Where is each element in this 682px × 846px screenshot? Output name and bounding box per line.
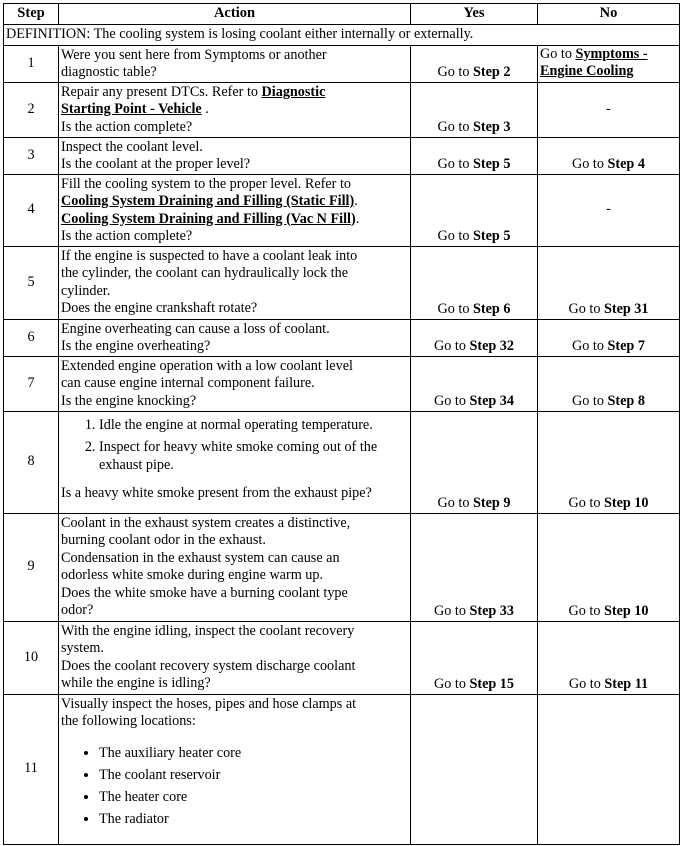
action-line: odor? bbox=[61, 602, 94, 618]
yes-cell bbox=[411, 694, 538, 844]
step-link[interactable]: Step 15 bbox=[469, 676, 514, 692]
yes-cell bbox=[411, 411, 538, 513]
action-line: Extended engine operation with a low coolant level bbox=[61, 357, 353, 374]
header-row bbox=[4, 4, 680, 25]
step-number: 2 bbox=[4, 82, 59, 137]
action-cell bbox=[59, 694, 411, 844]
action-line: Does the engine crankshaft rotate? bbox=[61, 300, 258, 316]
step-number: 4 bbox=[4, 174, 59, 246]
no-cell bbox=[538, 45, 680, 82]
no-cell bbox=[538, 82, 680, 137]
no-cell bbox=[538, 137, 680, 174]
step-link[interactable]: Step 3 bbox=[473, 119, 511, 135]
step-number: 8 bbox=[4, 411, 59, 513]
no-cell bbox=[538, 513, 680, 621]
table-row bbox=[4, 246, 680, 319]
action-cell bbox=[59, 137, 411, 174]
go-to-text: Go to bbox=[568, 495, 601, 511]
action-question: Is the action complete? bbox=[61, 118, 193, 135]
step-link[interactable]: Step 11 bbox=[604, 676, 649, 692]
action-line: Inspect the coolant level. bbox=[61, 138, 203, 155]
yes-cell bbox=[411, 513, 538, 621]
action-line: the following locations: bbox=[61, 713, 196, 729]
step-link[interactable]: Step 10 bbox=[603, 603, 649, 619]
go-to-text: Go to bbox=[540, 45, 572, 62]
action-line: Does the coolant recovery system discharge coolant bbox=[61, 657, 356, 674]
no-cell bbox=[538, 621, 680, 694]
step-link[interactable]: Step 33 bbox=[469, 603, 514, 619]
list-item: 2. Inspect for heavy white smoke coming out of the exhaust pipe. bbox=[99, 438, 408, 474]
starting-point-link[interactable]: Starting Point - Vehicle bbox=[61, 101, 202, 117]
go-to-text: Go to bbox=[568, 301, 601, 317]
table-row bbox=[4, 694, 680, 844]
table-row bbox=[4, 174, 680, 246]
step-number: 11 bbox=[4, 694, 59, 844]
table-row bbox=[4, 356, 680, 411]
step-link[interactable]: Step 5 bbox=[473, 156, 511, 172]
list-item: 1. Idle the engine at normal operating temperature. bbox=[99, 416, 408, 434]
list-item: • The radiator bbox=[99, 811, 408, 829]
vac-n-fill-link[interactable]: Cooling System Draining and Filling (Vac N Fill) bbox=[61, 210, 356, 227]
static-fill-link[interactable]: Cooling System Draining and Filling (Static Fill) bbox=[61, 193, 355, 209]
symptoms-link[interactable]: Symptoms - bbox=[575, 45, 648, 62]
table-row bbox=[4, 513, 680, 621]
header-action: Action bbox=[59, 4, 411, 25]
action-line: while the engine is idling? bbox=[61, 675, 211, 691]
action-line: diagnostic table? bbox=[61, 64, 157, 80]
go-to-text: Go to bbox=[433, 338, 466, 354]
bullet-list bbox=[61, 745, 408, 829]
action-cell bbox=[59, 45, 411, 82]
no-cell bbox=[538, 694, 680, 844]
action-line: burning coolant odor in the exhaust. bbox=[61, 532, 266, 548]
definition-row bbox=[4, 25, 680, 46]
action-line: odorless white smoke during engine warm up. bbox=[61, 567, 324, 583]
yes-cell bbox=[411, 137, 538, 174]
action-line: cylinder. bbox=[61, 282, 111, 299]
go-to-text: Go to bbox=[433, 676, 466, 692]
yes-cell bbox=[411, 82, 538, 137]
table-row bbox=[4, 137, 680, 174]
step-link[interactable]: Step 9 bbox=[473, 495, 511, 511]
table-row bbox=[4, 45, 680, 82]
go-to-text: Go to bbox=[437, 301, 470, 317]
action-cell bbox=[59, 513, 411, 621]
action-line: the cylinder, the coolant can hydraulically lock the bbox=[61, 265, 349, 281]
step-number: 10 bbox=[4, 621, 59, 694]
step-number: 6 bbox=[4, 319, 59, 356]
action-line: If the engine is suspected to have a coolant leak into bbox=[61, 247, 358, 264]
no-cell bbox=[538, 319, 680, 356]
step-link[interactable]: Step 34 bbox=[469, 393, 514, 409]
step-link[interactable]: Step 5 bbox=[473, 228, 511, 244]
go-to-text: Go to bbox=[437, 156, 470, 172]
action-cell bbox=[59, 356, 411, 411]
action-line: Is the engine overheating? bbox=[61, 338, 211, 354]
action-text: . bbox=[201, 101, 209, 117]
action-line: can cause engine internal component failure. bbox=[61, 375, 315, 391]
go-to-text: Go to bbox=[437, 119, 470, 135]
step-link[interactable]: Step 6 bbox=[473, 301, 511, 317]
action-line: Visually inspect the hoses, pipes and hose clamps at bbox=[61, 695, 357, 712]
step-link[interactable]: Step 7 bbox=[607, 338, 645, 354]
step-link[interactable]: Step 31 bbox=[603, 301, 649, 317]
go-to-text: Go to bbox=[572, 156, 604, 172]
list-item: • The heater core bbox=[99, 789, 408, 807]
step-link[interactable]: Step 2 bbox=[473, 64, 511, 80]
action-cell bbox=[59, 621, 411, 694]
action-cell bbox=[59, 82, 411, 137]
yes-cell bbox=[411, 319, 538, 356]
list-item: • The auxiliary heater core bbox=[99, 745, 408, 763]
action-text: Fill the cooling system to the proper level. Refer to bbox=[61, 175, 351, 192]
action-line: Is the coolant at the proper level? bbox=[61, 156, 251, 172]
go-to-text: Go to bbox=[433, 393, 466, 409]
no-dash: - bbox=[606, 100, 611, 117]
table-row bbox=[4, 82, 680, 137]
action-text: Repair any present DTCs. Refer to bbox=[61, 83, 258, 100]
action-line: Coolant in the exhaust system creates a distinctive, bbox=[61, 514, 351, 531]
action-cell bbox=[59, 319, 411, 356]
header-no: No bbox=[538, 4, 680, 25]
go-to-text: Go to bbox=[437, 228, 470, 244]
step-link[interactable]: Step 10 bbox=[603, 495, 649, 511]
diagnostic-table bbox=[3, 3, 680, 845]
yes-cell bbox=[411, 174, 538, 246]
yes-cell bbox=[411, 246, 538, 319]
action-cell bbox=[59, 246, 411, 319]
go-to-text: Go to bbox=[572, 393, 604, 409]
action-line: Engine overheating can cause a loss of coolant. bbox=[61, 320, 330, 337]
go-to-text: Go to bbox=[572, 338, 604, 354]
action-line: Does the white smoke have a burning coolant type bbox=[61, 584, 348, 601]
header-step: Step bbox=[4, 4, 59, 25]
table-row bbox=[4, 621, 680, 694]
no-dash: - bbox=[606, 201, 611, 218]
step-link[interactable]: Step 8 bbox=[607, 393, 645, 409]
yes-cell bbox=[411, 356, 538, 411]
step-number: 1 bbox=[4, 45, 59, 82]
definition-text: DEFINITION: The cooling system is losing coolant either internally or externally. bbox=[4, 25, 680, 46]
go-to-text: Go to bbox=[437, 64, 470, 80]
step-number: 9 bbox=[4, 513, 59, 621]
list-item: • The coolant reservoir bbox=[99, 767, 408, 785]
step-link[interactable]: Step 4 bbox=[607, 156, 645, 172]
step-number: 5 bbox=[4, 246, 59, 319]
action-line: Were you sent here from Symptoms or another bbox=[61, 46, 327, 63]
yes-cell bbox=[411, 45, 538, 82]
header-yes: Yes bbox=[411, 4, 538, 25]
yes-cell bbox=[411, 621, 538, 694]
table-row bbox=[4, 319, 680, 356]
table-row bbox=[4, 411, 680, 513]
step-link[interactable]: Step 32 bbox=[469, 338, 514, 354]
action-question: Is a heavy white smoke present from the exhaust pipe? bbox=[61, 484, 372, 501]
no-cell bbox=[538, 411, 680, 513]
no-cell bbox=[538, 246, 680, 319]
go-to-text: Go to bbox=[568, 676, 601, 692]
engine-cooling-link[interactable]: Engine Cooling bbox=[540, 63, 634, 79]
diagnostic-link[interactable]: Diagnostic bbox=[261, 83, 326, 100]
action-question: Is the action complete? bbox=[61, 228, 193, 244]
action-cell: Fill the cooling system to the proper level. Refer to Cooling System Draining and Filling (Static Fill). Cooling System Draining and Filling (Vac N Fill). Is the action complete? bbox=[59, 174, 411, 246]
action-cell bbox=[59, 411, 411, 513]
no-cell bbox=[538, 356, 680, 411]
go-to-text: Go to bbox=[437, 495, 470, 511]
action-line: Is the engine knocking? bbox=[61, 392, 197, 409]
step-number: 3 bbox=[4, 137, 59, 174]
action-line: Condensation in the exhaust system can cause an bbox=[61, 549, 340, 566]
go-to-text: Go to bbox=[568, 603, 601, 619]
numbered-list bbox=[61, 416, 408, 474]
action-line: With the engine idling, inspect the coolant recovery bbox=[61, 622, 355, 639]
no-cell bbox=[538, 174, 680, 246]
action-line: system. bbox=[61, 640, 104, 656]
step-number: 7 bbox=[4, 356, 59, 411]
go-to-text: Go to bbox=[433, 603, 466, 619]
